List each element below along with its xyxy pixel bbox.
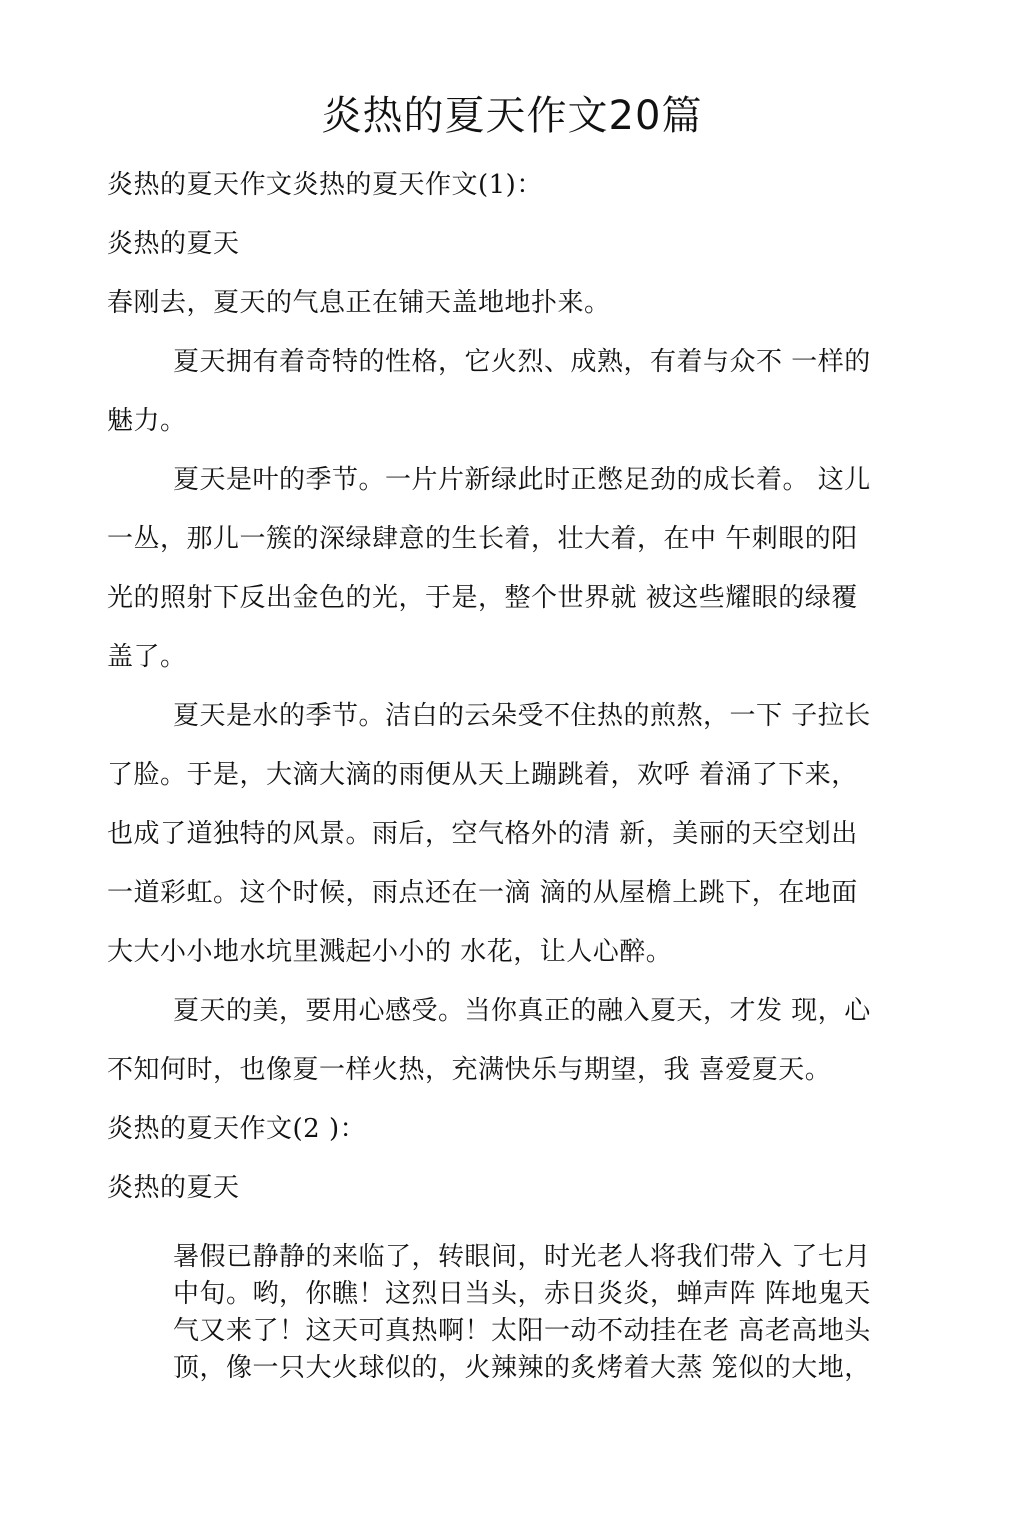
document-title: 炎热的夏天作文20篇: [321, 93, 703, 139]
document-body: [107, 156, 909, 1218]
text-line: 夏天的美，要用心感受。当你真正的融入夏天，才发 现，心: [173, 996, 871, 1026]
text-line: 光的照射下反出金色的光，于是，整个世界就 被这些耀眼的绿覆: [107, 583, 858, 613]
text-line: 炎热的夏天作文炎热的夏天作文(1)：: [107, 170, 543, 200]
text-line: 暑假已静静的来临了，转眼间，时光老人将我们带入 了七月: [173, 1242, 871, 1272]
text-line: 顶，像一只大火球似的，火辣辣的炙烤着大蒸 笼似的大地，: [173, 1353, 871, 1383]
text-line: 大大小小地水坑里溅起小小的 水花，让人心醉。: [107, 937, 673, 967]
text-line: 春刚去，夏天的气息正在铺天盖地地扑来。: [107, 288, 611, 318]
final-paragraph: [173, 1239, 913, 1387]
text-line: 一丛，那儿一簇的深绿肆意的生长着，壮大着，在中 午刺眼的阳: [107, 524, 858, 554]
text-line: 中旬。哟，你瞧！这烈日当头，赤日炎炎，蝉声阵 阵地鬼天: [173, 1279, 871, 1309]
text-line: 一道彩虹。这个时候，雨点还在一滴 滴的从屋檐上跳下，在地面: [107, 878, 858, 908]
text-line: 炎热的夏天: [107, 1173, 240, 1203]
text-line: 炎热的夏天作文(2 )：: [107, 1114, 367, 1144]
text-line: 炎热的夏天: [107, 229, 240, 259]
text-line: 魅力。: [107, 406, 187, 436]
text-line: 盖了。: [107, 642, 187, 672]
text-line: 了脸。于是，大滴大滴的雨便从天上蹦跳着，欢呼 着涌了下来，: [107, 760, 858, 790]
text-line: 夏天是水的季节。洁白的云朵受不住热的煎熬，一下 子拉长: [173, 701, 871, 731]
text-line: 夏天拥有着奇特的性格，它火烈、成熟，有着与众不 一样的: [173, 347, 871, 377]
text-line: 不知何时，也像夏一样火热，充满快乐与期望，我 喜爱夏天。: [107, 1055, 832, 1085]
text-line: 也成了道独特的风景。雨后，空气格外的清 新，美丽的天空划出: [107, 819, 858, 849]
text-line: 气又来了！这天可真热啊！太阳一动不动挂在老 高老高地头: [173, 1316, 871, 1346]
text-line: 夏天是叶的季节。一片片新绿此时正憋足劲的成长着。 这儿: [173, 465, 871, 495]
